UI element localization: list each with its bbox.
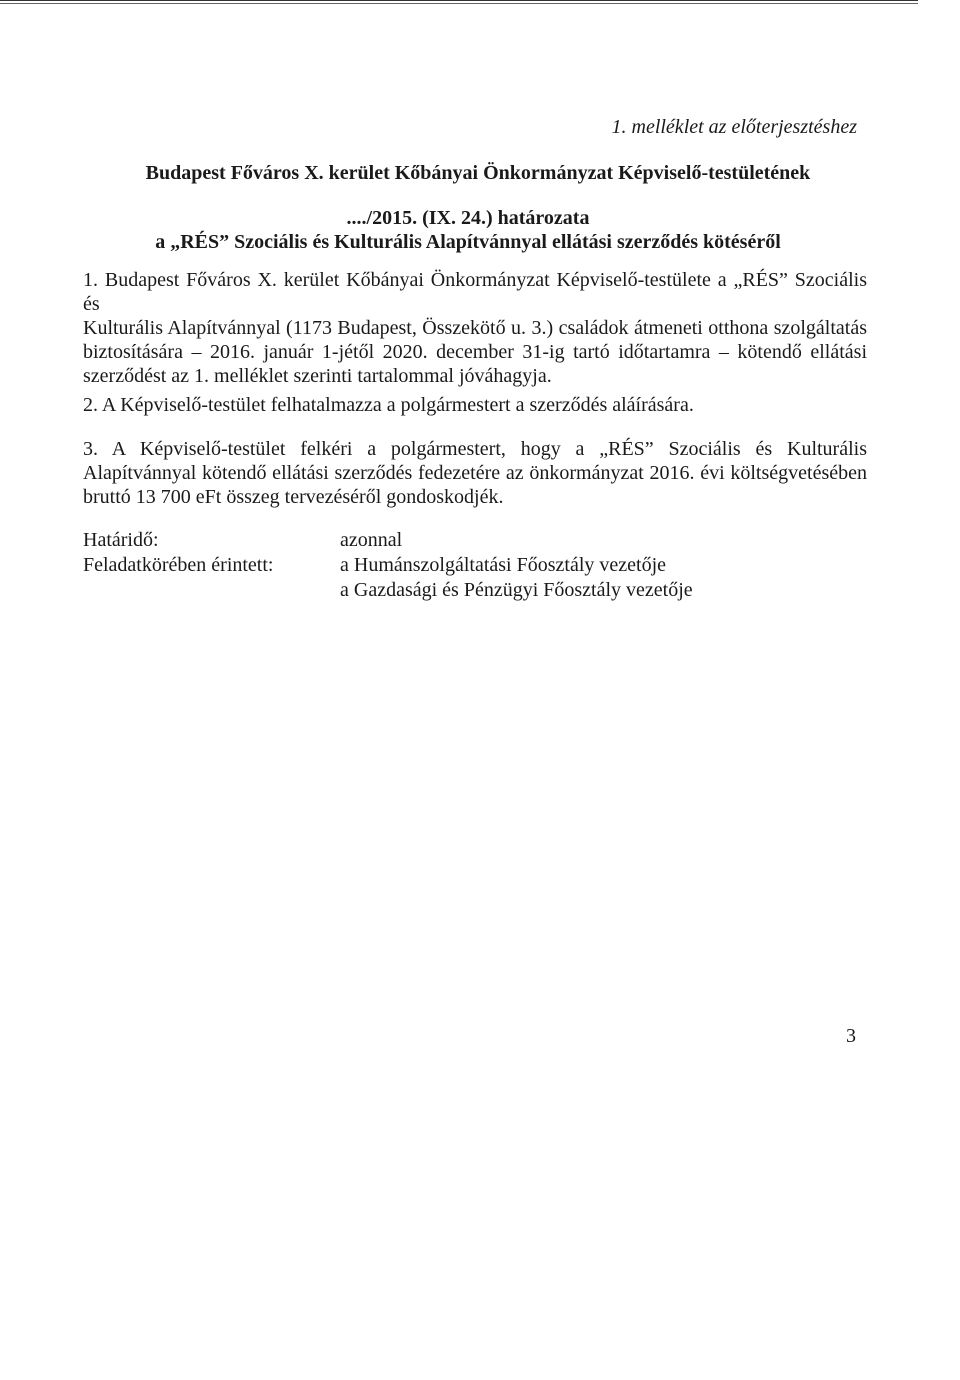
paragraph-1 xyxy=(83,268,867,388)
paragraph-3-line: 3. A Képviselő-testület felkéri a polgármestert, hogy a „RÉS” Szociális és Kulturális xyxy=(83,438,867,460)
deadline-value: azonnal xyxy=(340,529,403,551)
deadline-label: Határidő: xyxy=(83,529,159,551)
responsible-label: Feladatkörében érintett: xyxy=(83,554,274,576)
top-rule xyxy=(0,0,918,4)
resolution-number-heading: ..../2015. (IX. 24.) határozata xyxy=(346,207,590,229)
paragraph-2 xyxy=(83,393,867,417)
paragraph-1-line: 1. Budapest Főváros X. kerület Kőbányai Önkormányzat Képviselő-testülete a „RÉS” Szociális és xyxy=(83,269,867,315)
paragraph-3-line: Alapítvánnyal kötendő ellátási szerződés fedezetére az önkormányzat 2016. évi költségvetésében xyxy=(83,462,867,484)
responsible-value: a Humánszolgáltatási Főosztály vezetője xyxy=(340,554,667,576)
responsible-value: a Gazdasági és Pénzügyi Főosztály vezetője xyxy=(340,579,693,601)
paragraph-3-line: bruttó 13 700 eFt összeg tervezéséről gondoskodjék. xyxy=(83,486,504,508)
page-number: 3 xyxy=(846,1025,856,1047)
resolution-body-heading: Budapest Főváros X. kerület Kőbányai Önkormányzat Képviselő-testületének xyxy=(145,162,811,184)
paragraph-2-line: 2. A Képviselő-testület felhatalmazza a polgármestert a szerződés aláírására. xyxy=(83,394,694,416)
annex-label: 1. melléklet az előterjesztéshez xyxy=(611,116,857,138)
paragraph-1-line: biztosítására – 2016. január 1-jétől 2020. december 31-ig tartó időtartamra – kötendő ellátási xyxy=(83,341,867,363)
paragraph-1-line: szerződést az 1. melléklet szerinti tartalommal jóváhagyja. xyxy=(83,365,552,387)
paragraph-1-line: Kulturális Alapítvánnyal (1173 Budapest, Összekötő u. 3.) családok átmeneti otthona szolgáltatás xyxy=(83,317,867,339)
paragraph-3 xyxy=(83,437,867,509)
resolution-subject-heading: a „RÉS” Szociális és Kulturális Alapítvánnyal ellátási szerződés kötéséről xyxy=(155,231,781,253)
